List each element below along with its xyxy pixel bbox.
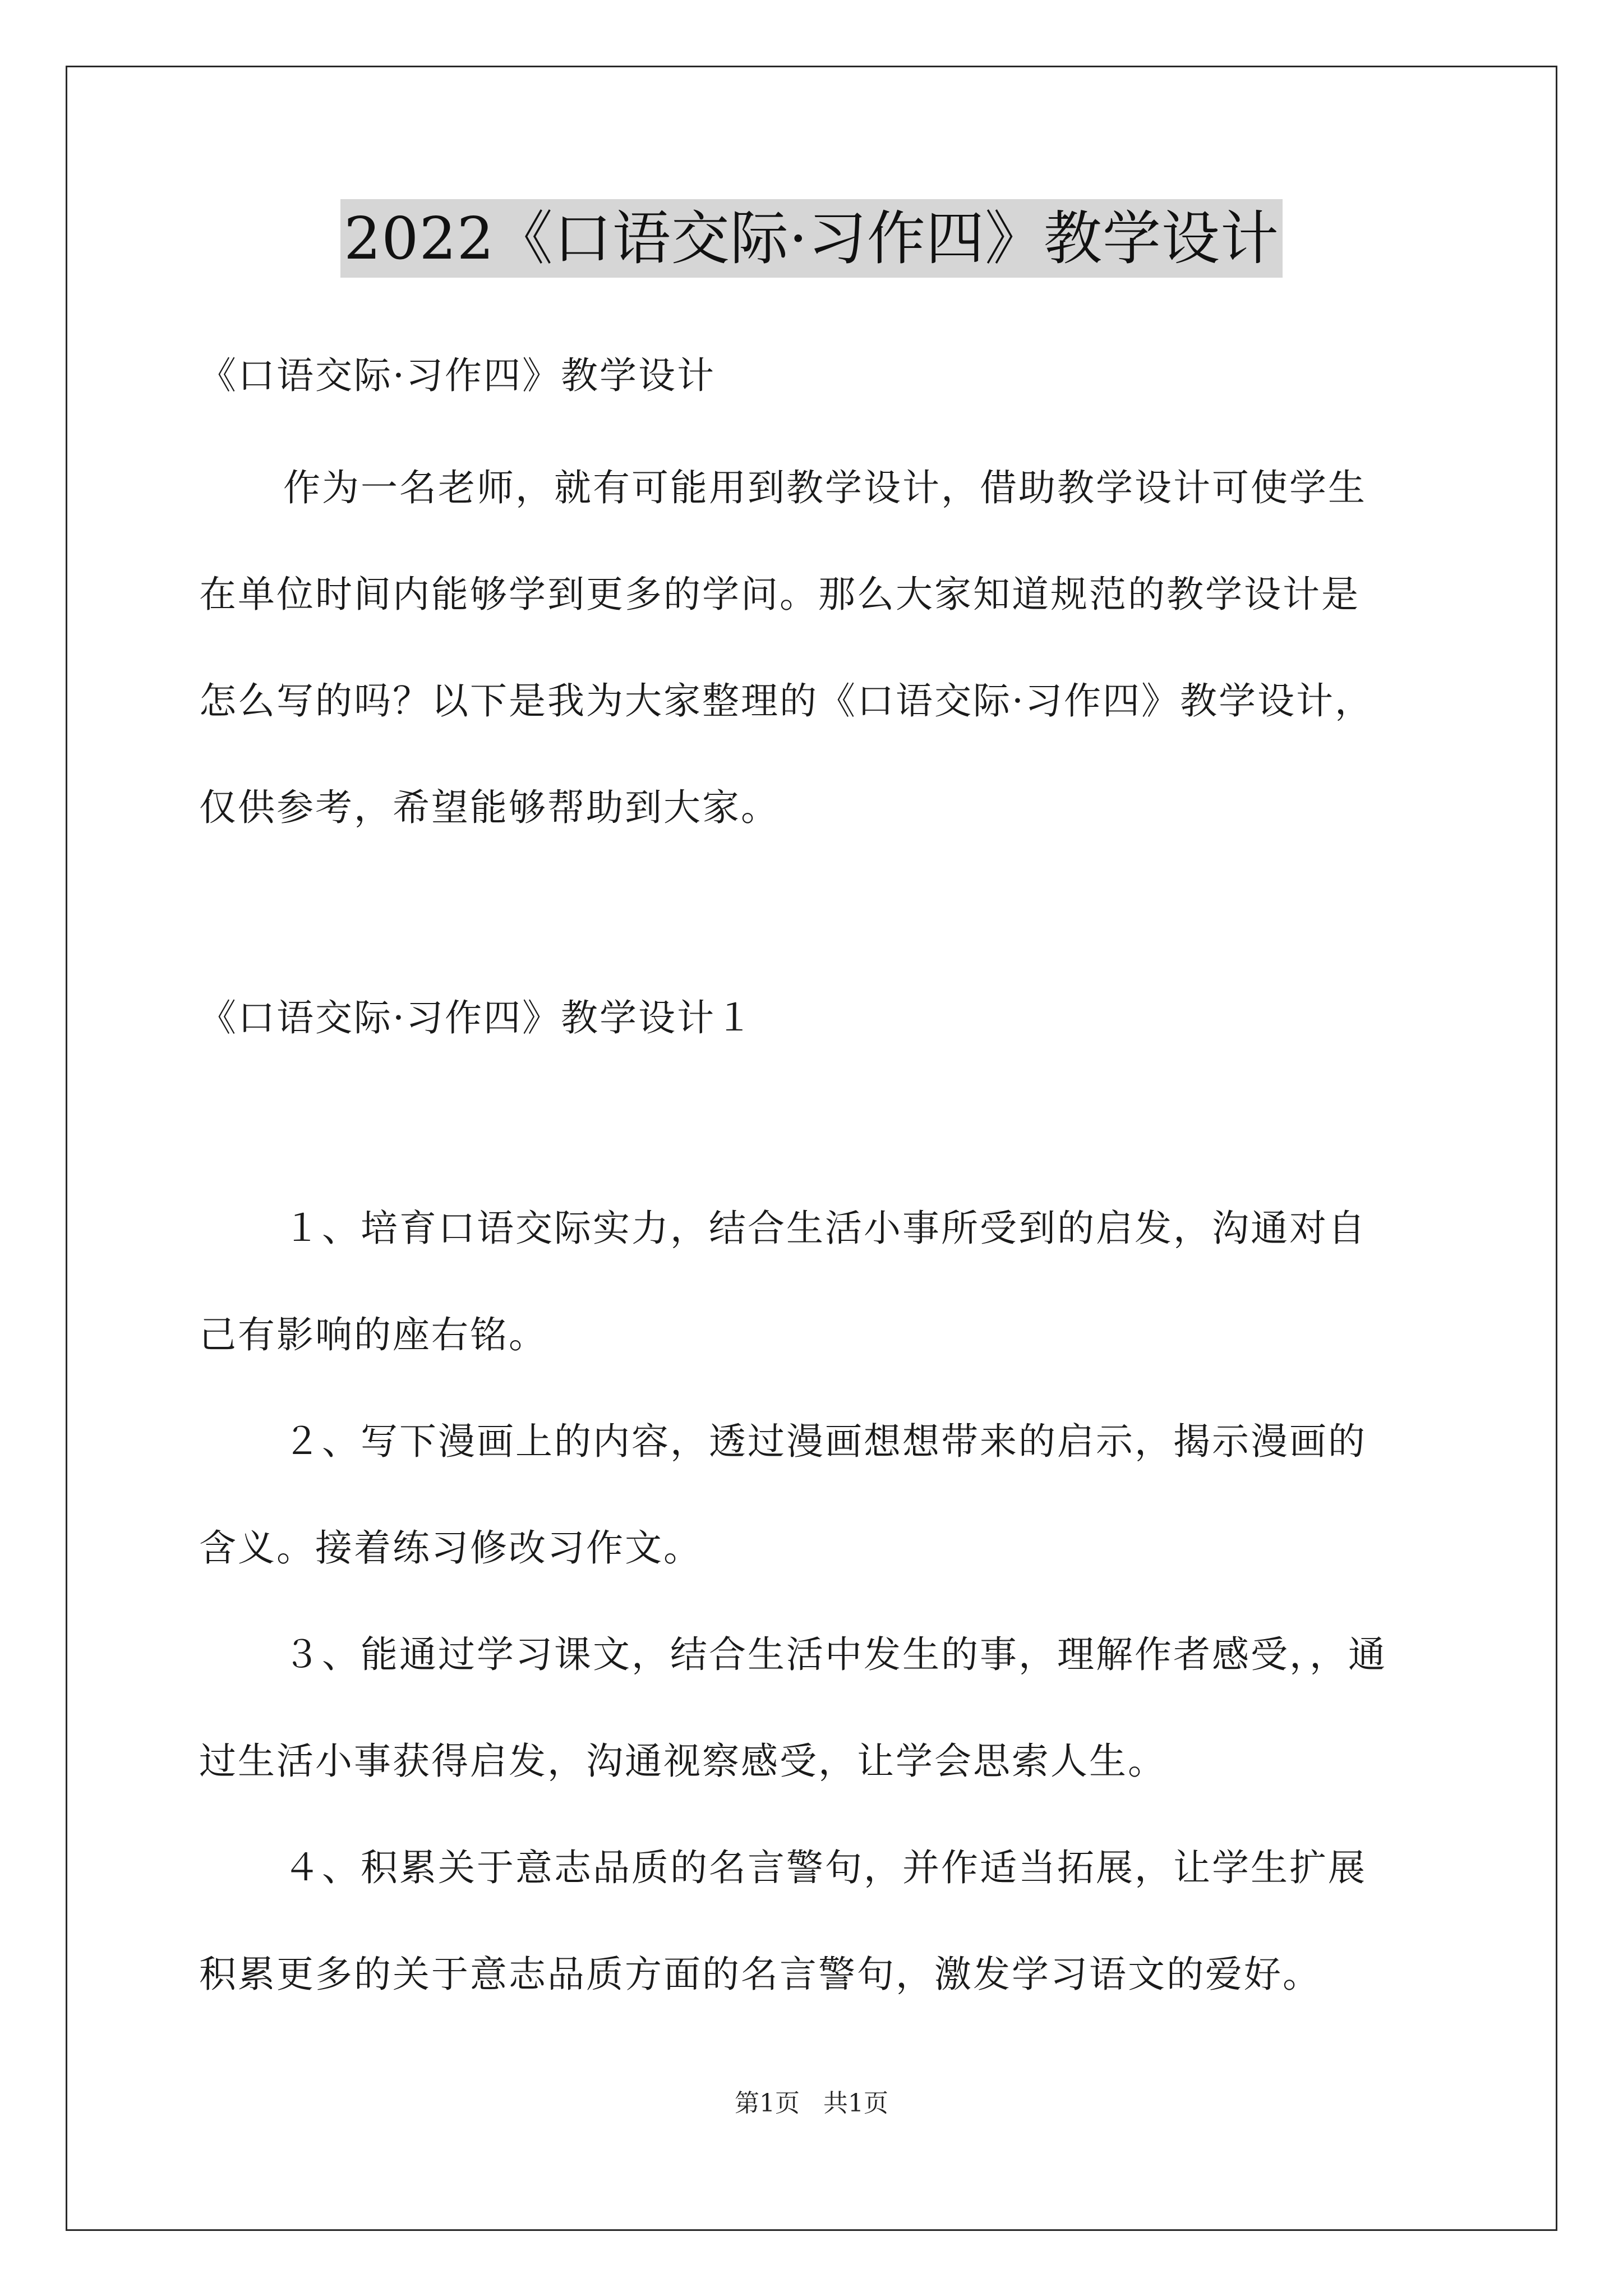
intro-line-3: 怎么写的吗？以下是我为大家整理的《口语交际·习作四》教学设计， — [199, 679, 1373, 723]
item-2-line-1: ２、写下漫画上的内容，透过漫画想想带来的启示，揭示漫画的 — [283, 1420, 1367, 1463]
intro-line-2: 在单位时间内能够学到更多的学问。那么大家知道规范的教学设计是 — [199, 573, 1360, 616]
item-2-line-2: 含义。接着练习修改习作文。 — [199, 1526, 702, 1570]
page-total: 共1页 — [823, 2089, 888, 2118]
item-1-line-2: 己有影响的座右铭。 — [199, 1313, 547, 1356]
item-3-line-1: ３、能通过学习课文，结合生活中发生的事，理解作者感受，，通 — [283, 1633, 1387, 1676]
item-4-line-2: 积累更多的关于意志品质方面的名言警句，激发学习语文的爱好。 — [199, 1953, 1321, 1996]
page-number: 第1页 — [735, 2089, 800, 2118]
title-container — [0, 199, 1623, 278]
item-4-line-1: ４、积累关于意志品质的名言警句，并作适当拓展，让学生扩展 — [283, 1846, 1367, 1889]
page-footer — [0, 2087, 1623, 2120]
intro-line-1: 作为一名老师，就有可能用到教学设计，借助教学设计可使学生 — [283, 466, 1367, 509]
document-subtitle: 《口语交际·习作四》教学设计 — [199, 354, 716, 397]
intro-line-4: 仅供参考，希望能够帮助到大家。 — [199, 786, 780, 829]
item-3-line-2: 过生活小事获得启发，沟通视察感受，让学会思索人生。 — [199, 1740, 1166, 1783]
document-title: 2022《口语交际·习作四》教学设计 — [340, 199, 1283, 278]
section-heading: 《口语交际·习作四》教学设计１ — [199, 996, 754, 1039]
item-1-line-1: １、培育口语交际实力，结合生活小事所受到的启发，沟通对自 — [283, 1207, 1367, 1250]
